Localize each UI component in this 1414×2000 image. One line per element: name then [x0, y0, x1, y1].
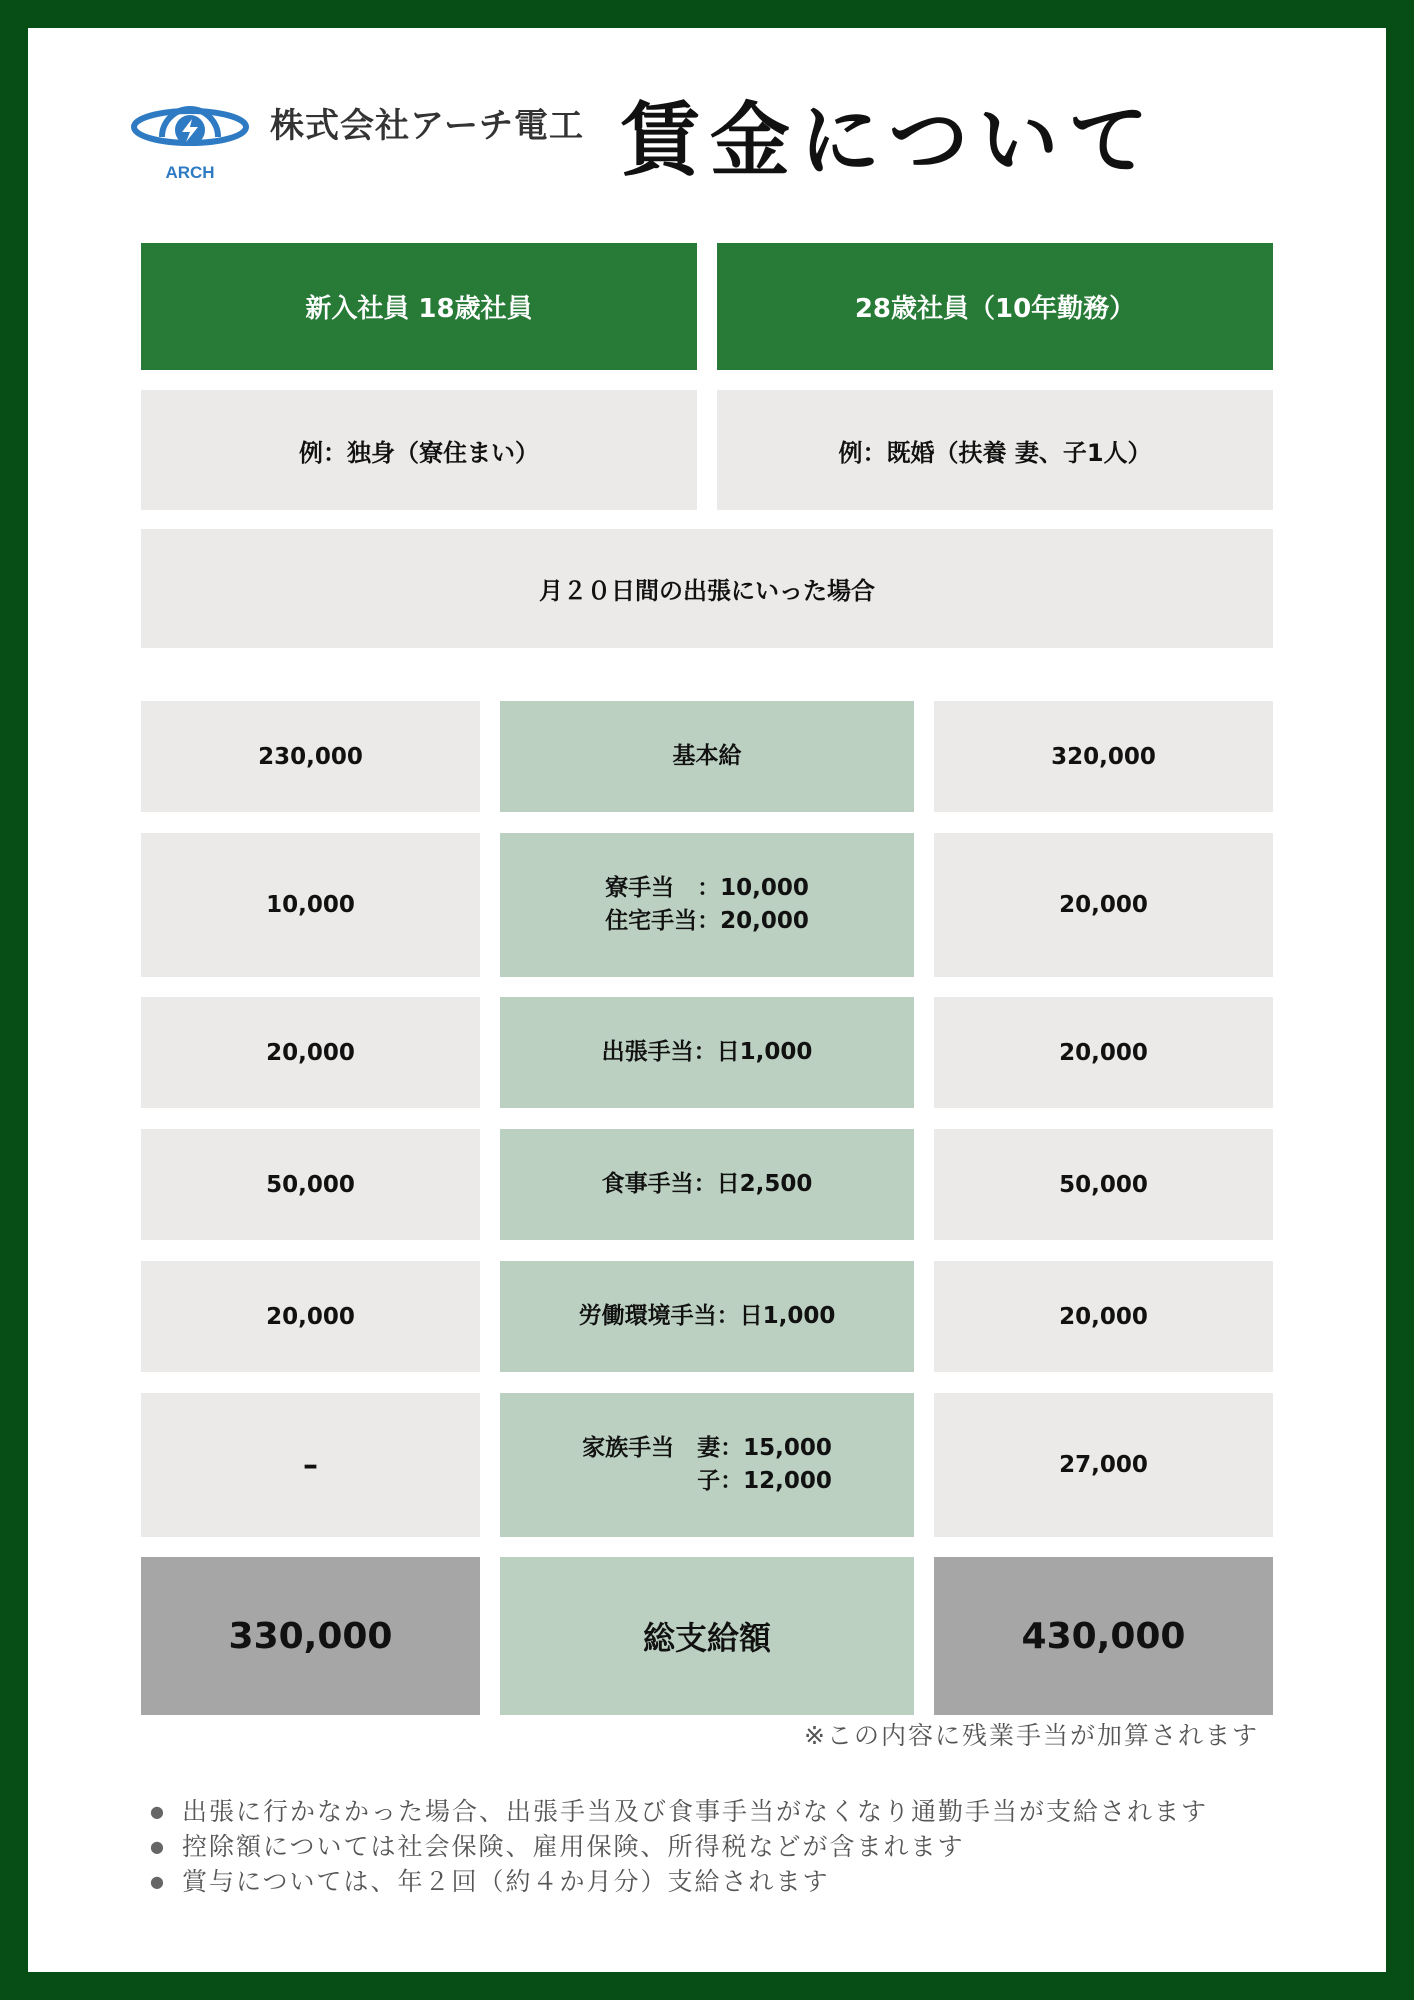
label-total: 総支給額 — [500, 1557, 914, 1715]
left-family-allowance: – — [141, 1393, 480, 1537]
label-environment-allowance: 労働環境手当：日1,000 — [500, 1261, 914, 1372]
right-environment-allowance: 20,000 — [934, 1261, 1273, 1372]
arch-logo — [120, 85, 260, 185]
label-base-salary: 基本給 — [500, 701, 914, 812]
label-dorm-allowance: 寮手当 ：10,000 — [605, 874, 809, 901]
senior-employee-example: 例：既婚（扶養 妻、子1人） — [717, 390, 1273, 510]
label-family-spouse: 家族手当 妻：15,000 — [582, 1434, 832, 1461]
condition-banner: 月２０日間の出張にいった場合 — [141, 529, 1273, 648]
left-total: 330,000 — [141, 1557, 480, 1715]
company-name: 株式会社アーチ電工 — [270, 106, 584, 146]
right-trip-allowance: 20,000 — [934, 997, 1273, 1108]
label-family-allowance — [500, 1393, 914, 1537]
label-housing-allowance — [500, 833, 914, 977]
right-base-salary: 320,000 — [934, 701, 1273, 812]
left-trip-allowance: 20,000 — [141, 997, 480, 1108]
left-housing-allowance: 10,000 — [141, 833, 480, 977]
label-trip-allowance: 出張手当：日1,000 — [500, 997, 914, 1108]
right-housing-allowance: 20,000 — [934, 833, 1273, 977]
left-base-salary: 230,000 — [141, 701, 480, 812]
page-title: 賃金について — [620, 94, 1159, 187]
left-environment-allowance: 20,000 — [141, 1261, 480, 1372]
overtime-note: ※この内容に残業手当が加算されます — [804, 1721, 1259, 1750]
label-meal-allowance: 食事手当：日2,500 — [500, 1129, 914, 1240]
list-item: ● 賞与については、年２回（約４か月分）支給されます — [150, 1864, 1290, 1899]
list-item: ● 出張に行かなかった場合、出張手当及び食事手当がなくなり通勤手当が支給されます — [150, 1794, 1290, 1829]
right-family-allowance: 27,000 — [934, 1393, 1273, 1537]
label-housing-line: 住宅手当：20,000 — [605, 908, 809, 934]
logo-text: ARCH — [165, 163, 215, 182]
new-employee-header: 新入社員 18歳社員 — [141, 243, 697, 370]
right-meal-allowance: 50,000 — [934, 1129, 1273, 1240]
list-item: ● 控除額については社会保険、雇用保険、所得税などが含まれます — [150, 1829, 1290, 1864]
notes-list — [150, 1794, 1290, 1899]
left-meal-allowance: 50,000 — [141, 1129, 480, 1240]
senior-employee-header: 28歳社員（10年勤務） — [717, 243, 1273, 370]
right-total: 430,000 — [934, 1557, 1273, 1715]
label-family-child: 子：12,000 — [697, 1468, 832, 1494]
new-employee-example: 例：独身（寮住まい） — [141, 390, 697, 510]
